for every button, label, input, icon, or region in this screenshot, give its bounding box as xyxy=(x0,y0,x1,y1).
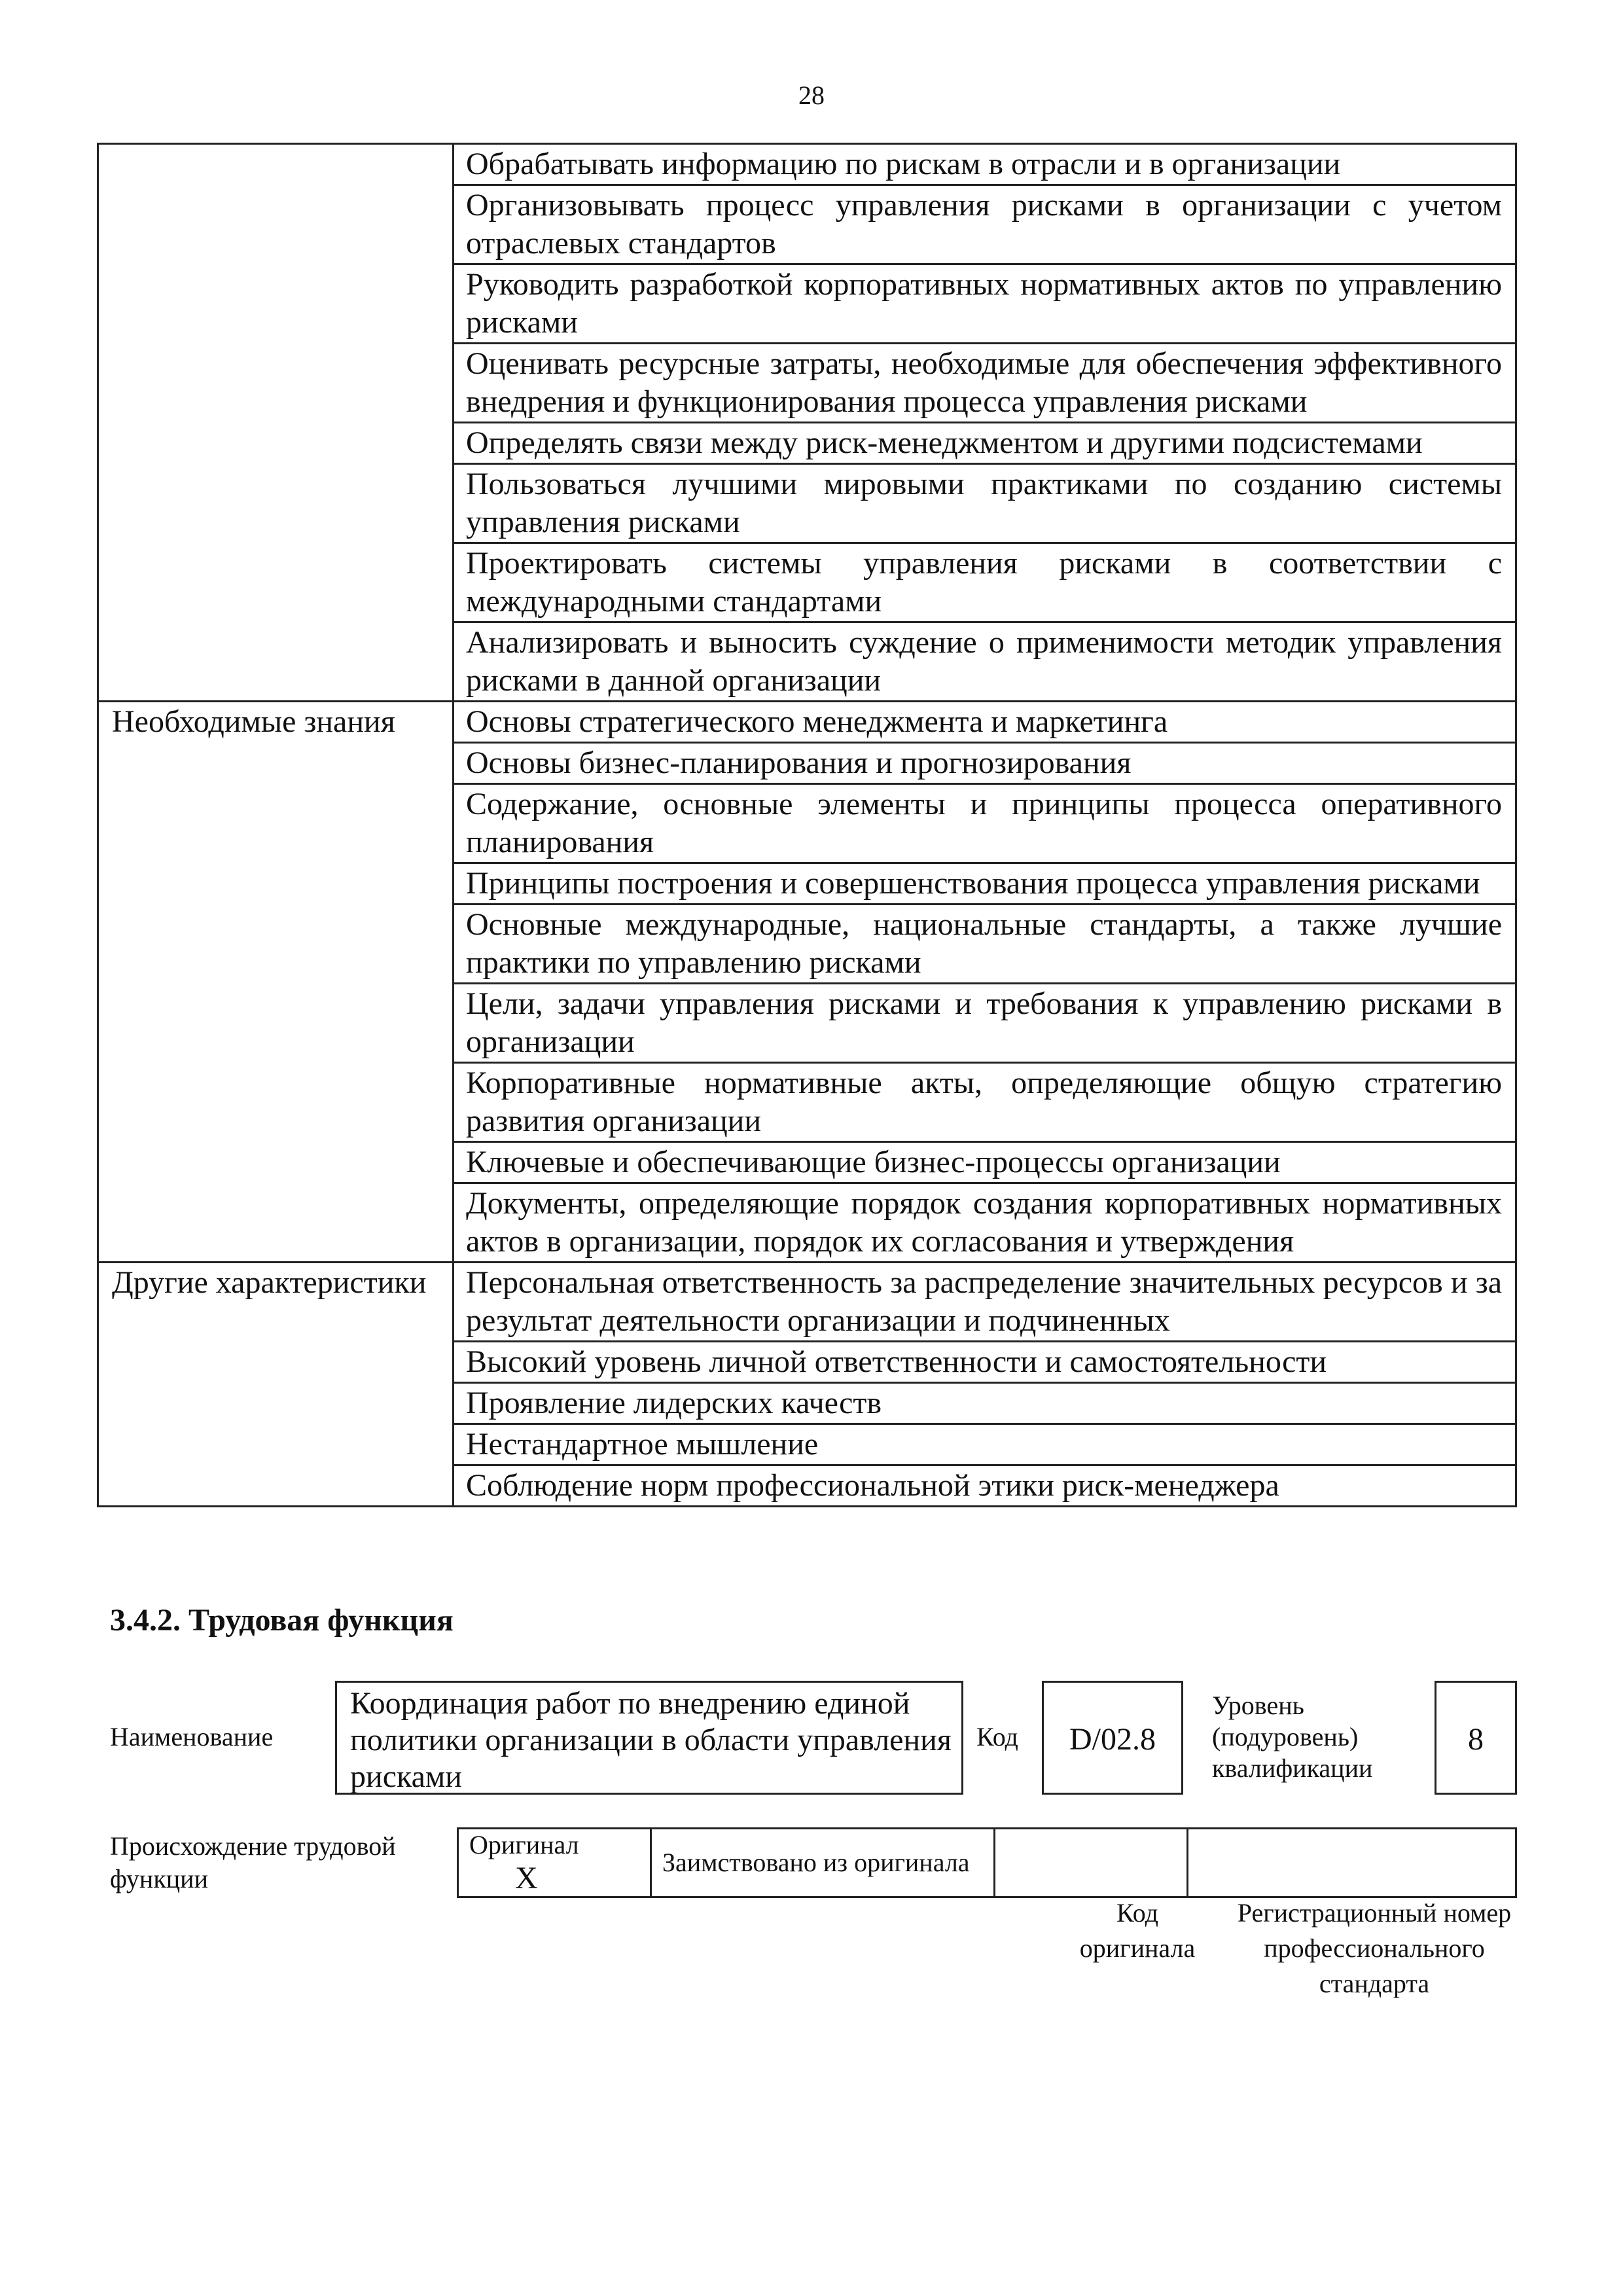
reg-number-caption: Регистрационный номер профессионального стандарта xyxy=(1237,1898,1512,1998)
original-mark: X xyxy=(515,1861,538,1895)
function-name-box: Координация работ по внедрению единой политики организации в области управления рисками xyxy=(335,1681,963,1795)
table-row xyxy=(98,344,1516,423)
category-cell: Другие характеристики xyxy=(98,1263,454,1342)
item-cell: Содержание, основные элементы и принципы процесса оперативного планирования xyxy=(454,784,1516,863)
item-cell: Документы, определяющие порядок создания корпоративных нормативных актов в организации, порядок их согласования и утверждения xyxy=(454,1183,1516,1263)
table-row xyxy=(98,1063,1516,1142)
origin-label: Происхождение трудовой функции xyxy=(110,1831,396,1893)
table-row xyxy=(98,1342,1516,1383)
table-row xyxy=(98,702,1516,743)
table-row xyxy=(98,863,1516,905)
category-cell xyxy=(98,622,454,702)
category-cell xyxy=(98,1465,454,1507)
table-row xyxy=(98,1424,1516,1465)
item-cell: Нестандартное мышление xyxy=(454,1424,1516,1465)
category-cell xyxy=(98,984,454,1063)
category-cell xyxy=(98,423,454,464)
item-cell: Принципы построения и совершенствования процесса управления рисками xyxy=(454,863,1516,905)
item-cell: Основы стратегического менеджмента и маркетинга xyxy=(454,702,1516,743)
item-cell: Обрабатывать информацию по рискам в отрасли и в организации xyxy=(454,144,1516,185)
table-row xyxy=(98,464,1516,543)
table-row xyxy=(98,264,1516,344)
category-cell xyxy=(98,1424,454,1465)
category-cell xyxy=(98,863,454,905)
category-cell xyxy=(98,264,454,344)
page-number: 28 xyxy=(798,81,825,110)
item-cell: Организовывать процесс управления рисками в организации с учетом отраслевых стандартов xyxy=(454,185,1516,264)
original-label: Оригинал xyxy=(469,1830,579,1859)
original-cell xyxy=(458,1829,651,1897)
table-row xyxy=(98,984,1516,1063)
item-cell: Руководить разработкой корпоративных нормативных актов по управлению рисками xyxy=(454,264,1516,344)
category-cell xyxy=(98,185,454,264)
category-cell: Необходимые знания xyxy=(98,702,454,743)
item-cell: Высокий уровень личной ответственности и самостоятельности xyxy=(454,1342,1516,1383)
category-cell xyxy=(98,743,454,784)
table-row xyxy=(98,622,1516,702)
section-heading: 3.4.2. Трудовая функция xyxy=(110,1603,454,1638)
characteristics-table xyxy=(97,143,1517,1507)
table-row xyxy=(98,185,1516,264)
item-cell: Пользоваться лучшими мировыми практиками по созданию системы управления рисками xyxy=(454,464,1516,543)
item-cell: Оценивать ресурсные затраты, необходимые для обеспечения эффективного внедрения и функционирования процесса управления рисками xyxy=(454,344,1516,423)
table-row xyxy=(98,144,1516,185)
level-value-box: 8 xyxy=(1435,1681,1517,1795)
level-label: Уровень (подуровень) квалификации xyxy=(1212,1691,1373,1783)
item-cell: Корпоративные нормативные акты, определяющие общую стратегию развития организации xyxy=(454,1063,1516,1142)
category-cell xyxy=(98,543,454,622)
borrowed-cell: Заимствовано из оригинала xyxy=(651,1829,995,1897)
item-cell: Цели, задачи управления рисками и требования к управлению рисками в организации xyxy=(454,984,1516,1063)
table-row xyxy=(98,905,1516,984)
item-cell: Персональная ответственность за распределение значительных ресурсов и за результат деятельности организации и подчиненных xyxy=(454,1263,1516,1342)
reg-number-cell xyxy=(1188,1829,1516,1897)
name-label: Наименование xyxy=(110,1722,274,1751)
orig-code-caption: Код оригинала xyxy=(1079,1898,1196,1963)
category-cell xyxy=(98,144,454,185)
table-row xyxy=(98,1383,1516,1424)
item-cell: Проектировать системы управления рисками в соответствии с международными стандартами xyxy=(454,543,1516,622)
table-row xyxy=(98,1465,1516,1507)
code-label: Код xyxy=(976,1722,1018,1751)
table-row xyxy=(98,543,1516,622)
orig-code-cell xyxy=(995,1829,1188,1897)
category-cell xyxy=(98,344,454,423)
category-cell xyxy=(98,784,454,863)
code-value-box: D/02.8 xyxy=(1042,1681,1183,1795)
table-row xyxy=(98,423,1516,464)
table-row xyxy=(98,1183,1516,1263)
item-cell: Основы бизнес-планирования и прогнозирования xyxy=(454,743,1516,784)
table-row xyxy=(98,1142,1516,1183)
item-cell: Проявление лидерских качеств xyxy=(454,1383,1516,1424)
item-cell: Анализировать и выносить суждение о применимости методик управления рисками в данной организации xyxy=(454,622,1516,702)
category-cell xyxy=(98,1142,454,1183)
item-cell: Ключевые и обеспечивающие бизнес-процессы организации xyxy=(454,1142,1516,1183)
category-cell xyxy=(98,905,454,984)
category-cell xyxy=(98,1063,454,1142)
item-cell: Основные международные, национальные стандарты, а также лучшие практики по управлению рисками xyxy=(454,905,1516,984)
category-cell xyxy=(98,1183,454,1263)
category-cell xyxy=(98,1342,454,1383)
item-cell: Определять связи между риск-менеджментом и другими подсистемами xyxy=(454,423,1516,464)
origin-table xyxy=(457,1827,1517,1898)
table-row xyxy=(98,1263,1516,1342)
table-row xyxy=(98,784,1516,863)
category-cell xyxy=(98,1383,454,1424)
item-cell: Соблюдение норм профессиональной этики риск-менеджера xyxy=(454,1465,1516,1507)
table-row xyxy=(98,743,1516,784)
category-cell xyxy=(98,464,454,543)
